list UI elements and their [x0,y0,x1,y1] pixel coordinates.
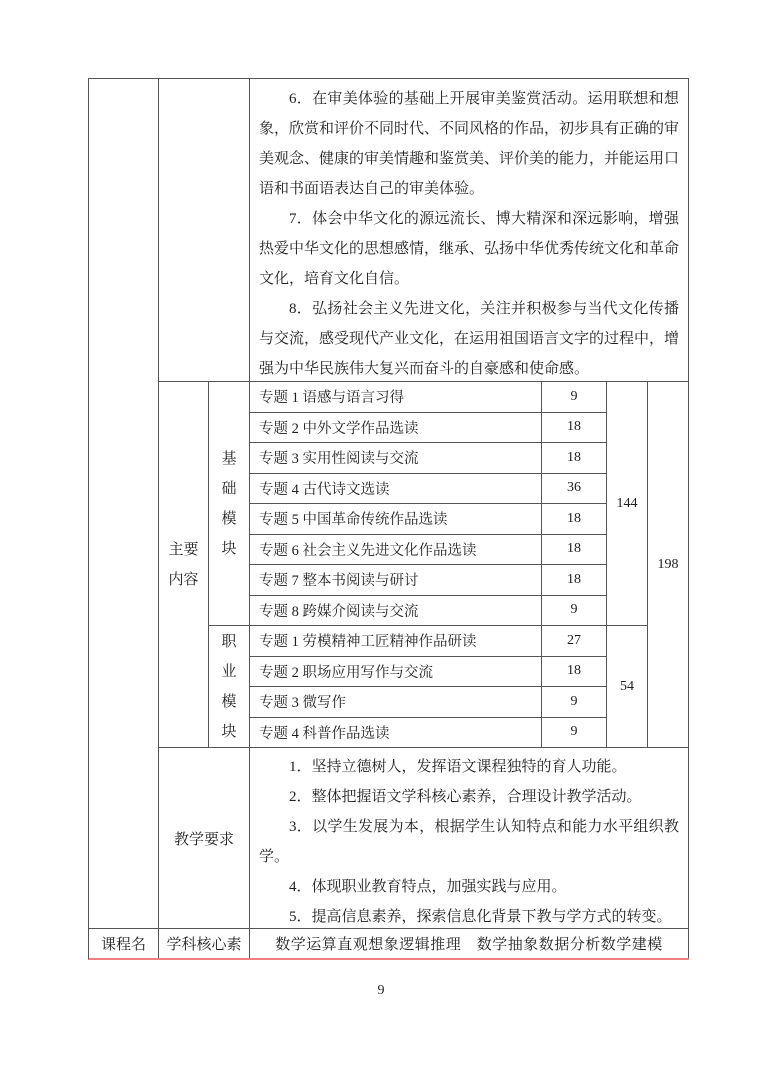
table-row-topic: 专题 7 整本书阅读与研讨 [250,565,542,596]
basic-module-name-cell [209,382,250,626]
requirement-item-3: 3．以学生发展为本，根据学生认知特点和能力水平组织教学。 [259,819,679,865]
topic-hours: 18 [542,443,607,474]
objectives-label-cell [159,79,250,382]
table-row-topic: 专题 8 跨媒介阅读与交流 [250,596,542,627]
vocational-module-name: 职业模块 [221,633,237,740]
teaching-requirements-text-cell [250,748,689,929]
vocational-module-subtotal: 54 [607,626,648,748]
requirement-item-5: 5．提高信息素养，探索信息化背景下教与学方式的转变。 [289,909,672,925]
table-row-topic: 专题 1 劳模精神工匠精神作品研读 [250,626,542,657]
objective-paragraph-8: 8．弘扬社会主义先进文化，关注并积极参与当代文化传播与交流，感受现代产业文化，在运用祖国语言文字的过程中，增强为中华民族伟大复兴而奋斗的自豪感和使命感。 [259,301,680,377]
requirement-item-1: 1．坚持立德树人，发挥语文课程独特的育人功能。 [289,759,627,775]
table-row-topic: 专题 1 语感与语言习得 [250,382,542,413]
table-row-topic: 专题 5 中国革命传统作品选读 [250,504,542,535]
basic-module-subtotal: 144 [607,382,648,626]
total-hours: 198 [648,382,689,748]
topic-hours: 9 [542,382,607,413]
core-competency-label: 学科核心素 [159,929,250,958]
table-row-topic: 专题 6 社会主义先进文化作品选读 [250,535,542,566]
page-number: 9 [377,983,385,998]
topic-hours: 9 [542,718,607,749]
table-row-topic: 专题 2 职场应用写作与交流 [250,657,542,688]
main-content-label-cell [159,382,209,748]
requirement-item-4: 4．体现职业教育特点，加强实践与应用。 [289,879,567,895]
topic-hours: 18 [542,565,607,596]
table-row-topic: 专题 3 实用性阅读与交流 [250,443,542,474]
teaching-requirements-label: 教学要求 [159,748,250,929]
topic-hours: 9 [542,687,607,718]
objective-paragraph-7: 7．体会中华文化的源远流长、博大精深和深远影响，增强热爱中华文化的思想感情，继承、弘扬中华优秀传统文化和革命文化，培育文化自信。 [259,211,680,287]
topic-hours: 18 [542,413,607,444]
objective-paragraph-6: 6．在审美体验的基础上开展审美鉴赏活动。运用联想和想象，欣赏和评价不同时代、不同风格的作品，初步具有正确的审美观念、健康的审美情趣和鉴赏美、评价美的能力，并能运用口语和书面语表达自己的审美体验。 [259,91,680,197]
topic-hours: 27 [542,626,607,657]
requirement-item-2: 2．整体把握语文学科核心素养，合理设计教学活动。 [289,789,642,805]
core-competency-content: 数学运算直观想象逻辑推理 数学抽象数据分析数学建模 [250,929,689,958]
topic-hours: 18 [542,535,607,566]
main-content-label: 主要内容 [168,541,199,588]
left-gutter-cell [89,79,159,929]
topic-hours: 36 [542,474,607,505]
table-row-topic: 专题 4 古代诗文选读 [250,474,542,505]
table-row-topic: 专题 4 科普作品选读 [250,718,542,749]
topic-hours: 9 [542,596,607,627]
table-row-topic: 专题 3 微写作 [250,687,542,718]
basic-module-name: 基础模块 [221,450,237,557]
topic-hours: 18 [542,657,607,688]
vocational-module-name-cell [209,626,250,748]
table-row-topic: 专题 2 中外文学作品选读 [250,413,542,444]
curriculum-table [88,78,689,960]
topic-hours: 18 [542,504,607,535]
objectives-text-cell [250,79,689,382]
course-name-label: 课程名 [89,929,159,958]
